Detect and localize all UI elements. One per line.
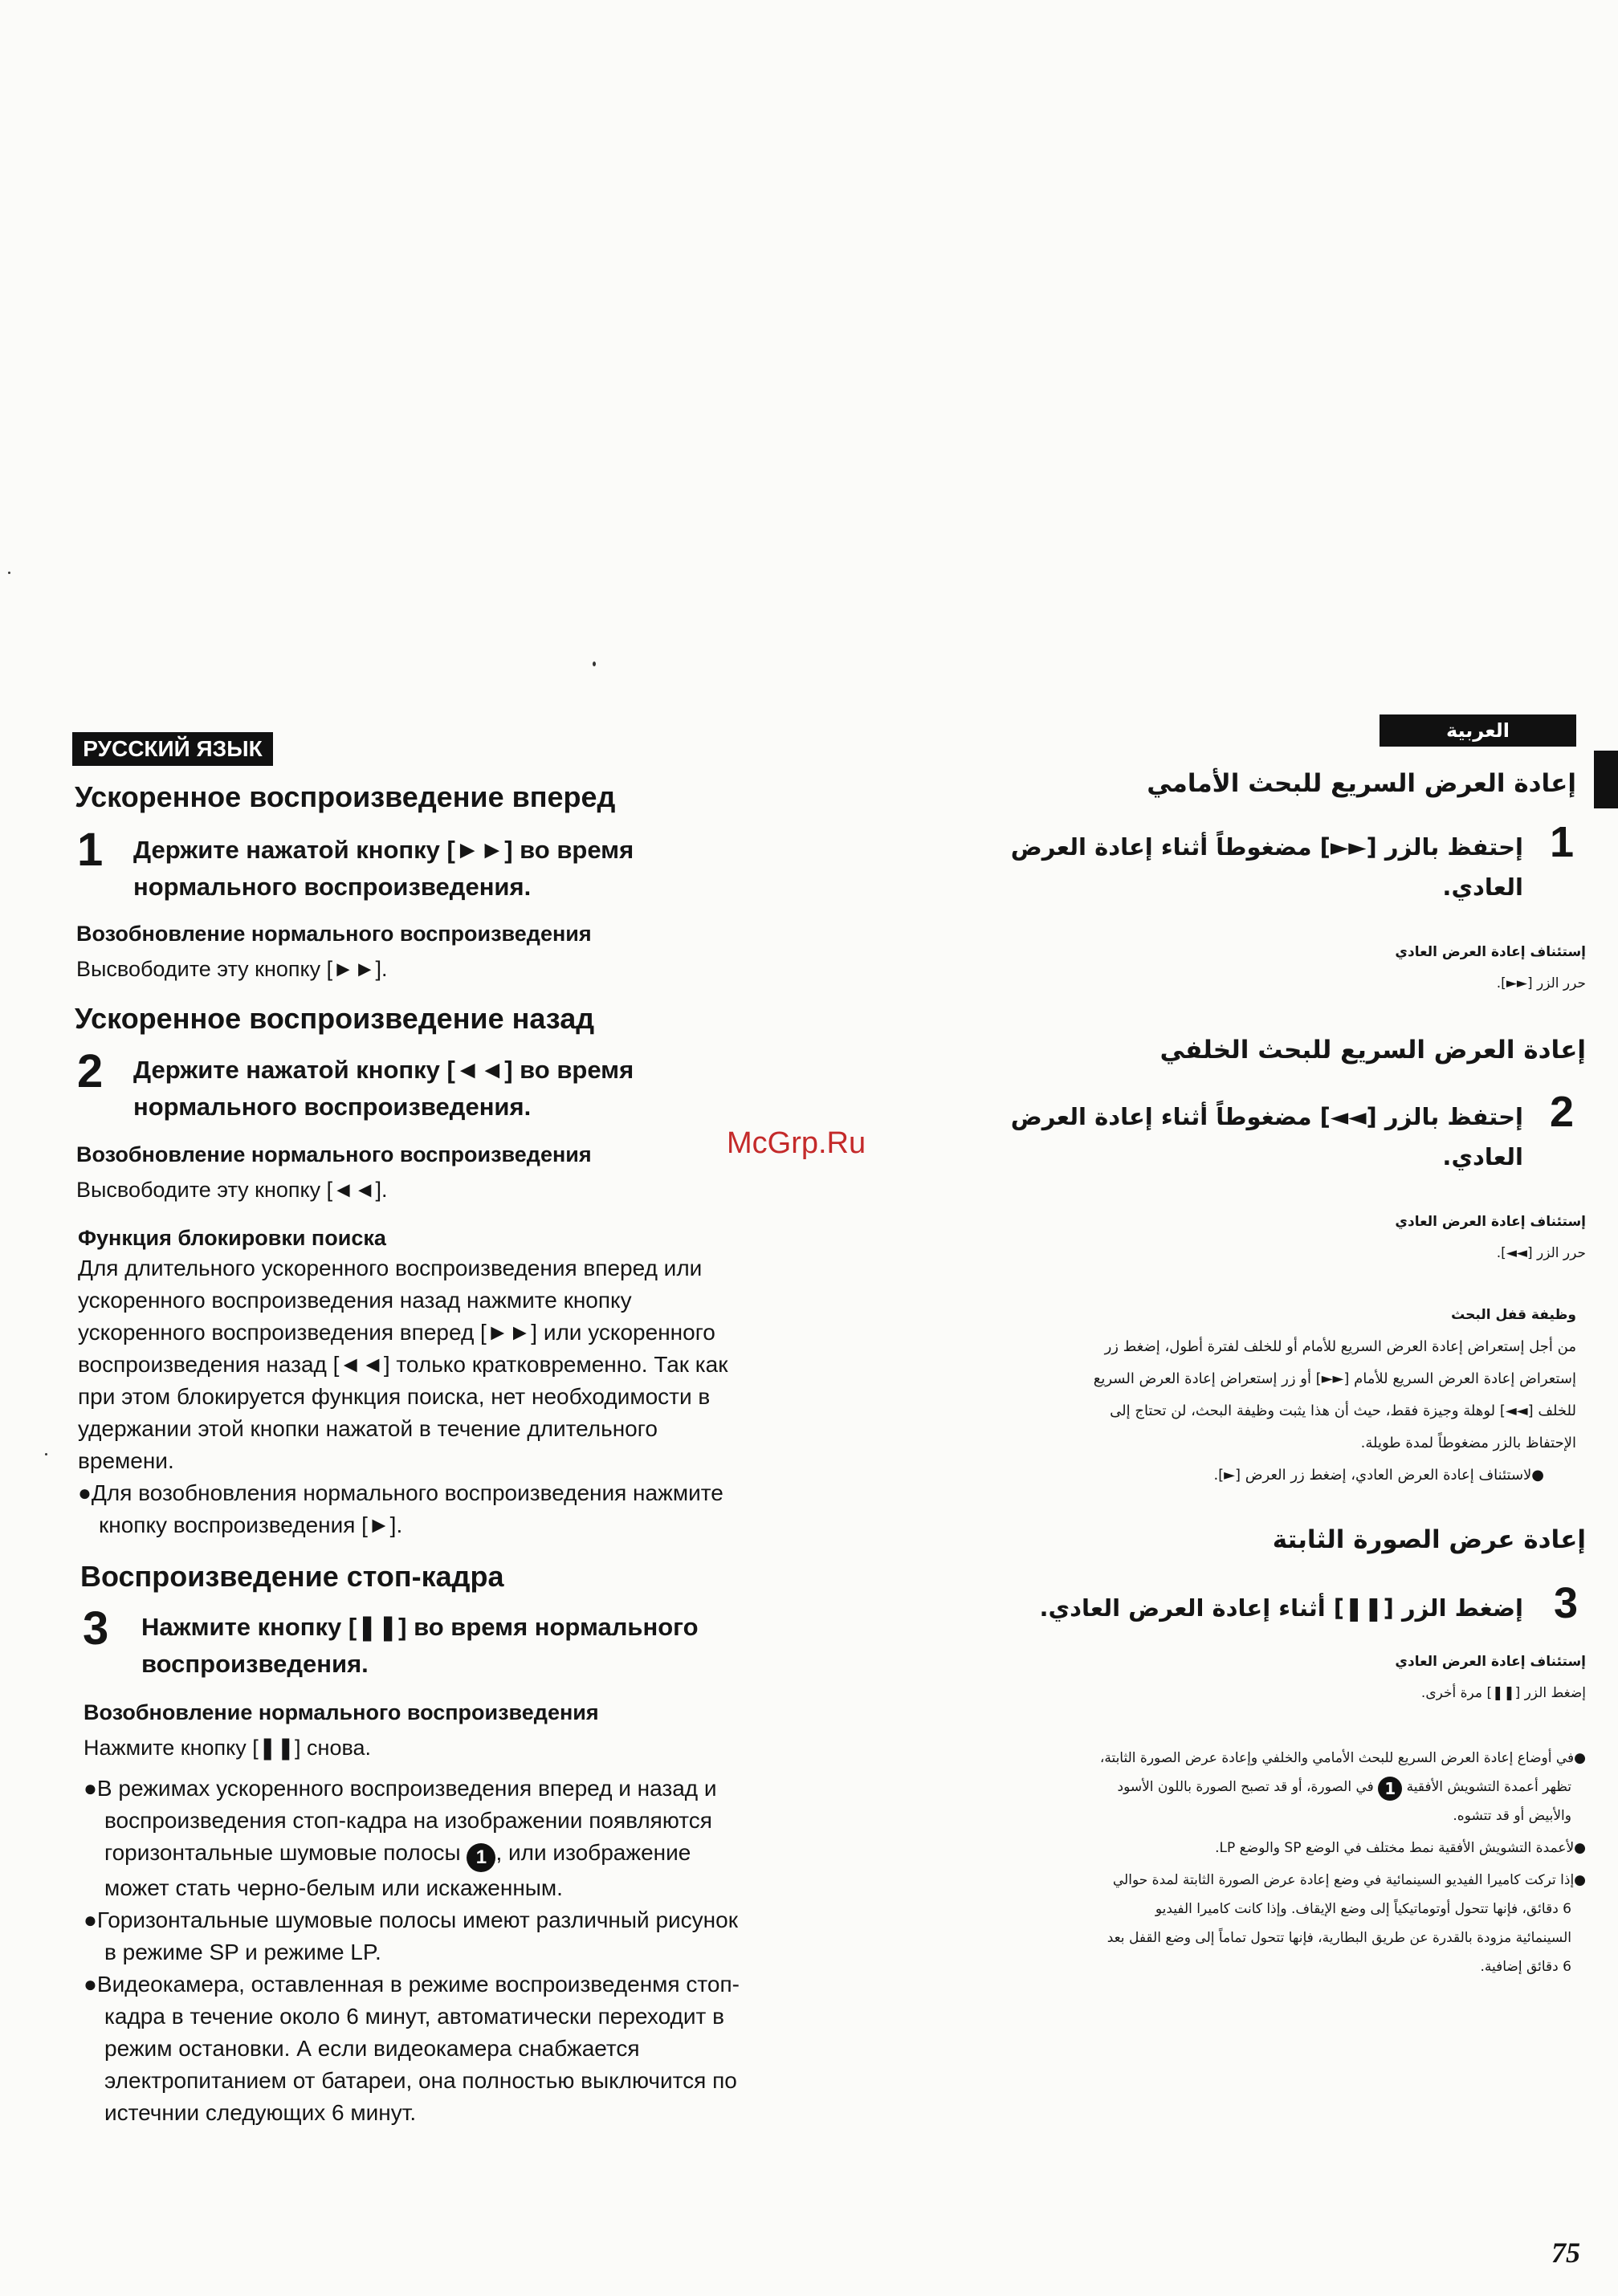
- ru-lock-line: Для длительного ускоренного воспроизведения вперед или: [78, 1256, 703, 1280]
- callout-1-icon: 1: [467, 1843, 495, 1872]
- ru-note-line: ●В режимах ускоренного воспроизведения вперед и назад и: [84, 1776, 717, 1801]
- ru-note-line: может стать черно-белым или искаженным.: [104, 1875, 563, 1900]
- ru-ff-step-number: 1: [77, 824, 104, 876]
- ru-ff-step-line: нормального воспроизведения.: [133, 873, 532, 901]
- ru-rew-step-line: Держите нажатой кнопку [◄◄] во время: [133, 1056, 634, 1084]
- watermark: McGrp.Ru: [727, 1126, 866, 1160]
- callout-1-icon: 1: [1378, 1777, 1402, 1801]
- ar-note-line: ●لأعمدة التشويش الأفقية نمط مختلف في الوضع SP والوضع LP.: [1215, 1840, 1586, 1856]
- ar-still-resume-title: إستئناف إعادة العرض العادي: [1395, 1654, 1586, 1670]
- ar-lock-line: الإحتفاظ بالزر مضغوطاً لمدة طويلة.: [1360, 1435, 1576, 1451]
- ru-note-line: режим остановки. А если видеокамера снабжается: [104, 2036, 640, 2061]
- ar-still-step-text: إضغط الزر [❚❚] أثناء إعادة العرض العادي.: [1039, 1594, 1523, 1622]
- ru-lock-line: при этом блокируется функция поиска, нет необходимости в: [78, 1384, 711, 1409]
- ru-rew-step-line: нормального воспроизведения.: [133, 1093, 532, 1121]
- ar-ff-step-line: العادي.: [1442, 873, 1523, 901]
- ar-lock-line: للخلف [◄◄] لوهلة وجيزة فقط، حيث أن هذا يثبت وظيفة البحث، لن تحتاج إلى: [1110, 1402, 1576, 1419]
- ru-lock-line: ускоренного воспроизведения назад нажмите кнопку: [78, 1288, 632, 1313]
- ru-lock-bullet-line: ●Для возобновления нормального воспроизведения нажмите: [78, 1480, 723, 1505]
- ar-still-resume-text: إضغط الزر [❚❚] مرة أخرى.: [1420, 1685, 1586, 1701]
- ar-note-text: في الصورة، أو قد تصبح الصورة باللون الأسود: [1117, 1779, 1374, 1795]
- ru-search-lock-body: [78, 1252, 727, 1541]
- ar-rew-resume-text: حرر الزر [◄◄].: [1496, 1245, 1586, 1261]
- scan-speck: [8, 572, 10, 574]
- ru-still-resume-title: Возобновление нормального воспроизведения: [84, 1700, 599, 1724]
- ru-rew-step-number: 2: [77, 1045, 104, 1097]
- ru-note-line: ●Горизонтальные шумовые полосы имеют различный рисунок: [84, 1907, 738, 1932]
- page-number: 75: [1551, 2237, 1580, 2269]
- ru-lock-bullet: [78, 1477, 727, 1541]
- scan-speck: [593, 662, 596, 666]
- ar-note-text: تظهر أعمدة التشويش الأفقية: [1406, 1779, 1571, 1795]
- ru-note-line: [84, 1837, 740, 1872]
- ru-note-line: ●Видеокамера, оставленная в режиме воспроизведенмя стоп-: [84, 1972, 740, 1997]
- ar-note-line: 6 دقائق، فإنها تتحول أوتوماتيكياً إلى وضع الإيقاف. وإذا كانت كاميرا الفيديو: [1155, 1901, 1571, 1917]
- ar-ff-step-line: إحتفظ بالزر [►►] مضغوطاً أثناء إعادة العرض: [1010, 833, 1523, 861]
- ru-still-step-number: 3: [83, 1602, 109, 1655]
- ar-rew-step-number: 2: [1550, 1088, 1575, 1136]
- ar-rew-step-line: العادي.: [1442, 1143, 1523, 1170]
- ru-rew-resume-text: Высвободите эту кнопку [◄◄].: [76, 1178, 388, 1202]
- ru-notes: [84, 1773, 740, 2129]
- ru-lock-bullet-line: кнопку воспроизведения [►].: [99, 1512, 403, 1537]
- ar-rew-heading: إعادة العرض السريع للبحث الخلفي: [1159, 1036, 1586, 1065]
- ar-ff-step-number: 1: [1550, 818, 1575, 866]
- ru-note-text: горизонтальные шумовые полосы: [104, 1840, 461, 1865]
- ru-rew-resume-title: Возобновление нормального воспроизведения: [76, 1142, 592, 1166]
- scan-speck: [45, 1453, 47, 1455]
- ar-rew-resume-title: إستئناف إعادة العرض العادي: [1395, 1214, 1586, 1230]
- ru-lock-line: удержании этой кнопки нажатой в течение длительного: [78, 1416, 658, 1441]
- ru-note-line: воспроизведения стоп-кадра на изображении появляются: [104, 1808, 712, 1833]
- ar-lock-line: من أجل إستعراض إعادة العرض السريع للأمام أو للخلف لفترة أطول، إضغط زر: [1104, 1338, 1576, 1355]
- ar-note-line: 6 دقائق إضافية.: [1480, 1959, 1571, 1975]
- ar-ff-heading: إعادة العرض السريع للبحث الأمامي: [1147, 769, 1576, 798]
- ar-rew-step-text: [1011, 1097, 1523, 1177]
- ru-still-step-line: Нажмите кнопку [❚❚] во время нормального: [141, 1613, 699, 1641]
- ar-note-line: والأبيض أو قد تتشوه.: [1453, 1808, 1571, 1824]
- ru-ff-step-text: [133, 832, 634, 906]
- ar-note-line: [1100, 1773, 1586, 1801]
- page-edge-tab: [1594, 751, 1618, 808]
- ru-note-line: электропитанием от батареи, она полностью выключится по: [104, 2068, 737, 2093]
- ru-ff-resume-text: Высвободите эту кнопку [►►].: [76, 957, 388, 981]
- ar-note-line: السينمائية مزودة بالقدرة عن طريق البطارية، فإنها تتحول تماماً إلى وضع القفل بعد: [1107, 1930, 1571, 1946]
- ar-search-lock-body: [1094, 1331, 1576, 1492]
- ru-still-resume-text: Нажмите кнопку [❚❚] снова.: [84, 1736, 372, 1760]
- ar-lock-line: إستعراض إعادة العرض السريع للأمام [►►] أو زر إستعراض إعادة العرض السريع: [1093, 1370, 1576, 1387]
- ru-rew-step-text: [133, 1052, 634, 1126]
- ar-search-lock-title: وظيفة قفل البحث: [1451, 1307, 1576, 1323]
- ar-ff-resume-text: حرر الزر [►►].: [1496, 975, 1586, 991]
- ru-ff-heading: Ускоренное воспроизведение вперед: [75, 780, 616, 813]
- ru-search-lock-title: Функция блокировки поиска: [78, 1226, 386, 1250]
- ar-still-step-number: 3: [1554, 1579, 1579, 1627]
- ru-note-line: истечнии следующих 6 минут.: [104, 2100, 417, 2125]
- ar-note-line: ●إذا تركت كاميرا الفيديو السينمائية في وضع إعادة عرض الصورة الثابتة لمدة حوالي: [1112, 1872, 1586, 1888]
- ru-note-text: , или изображение: [495, 1840, 691, 1865]
- ru-rew-heading: Ускоренное воспроизведение назад: [75, 1002, 595, 1035]
- ar-notes: [1100, 1744, 1586, 1981]
- ru-ff-resume-title: Возобновление нормального воспроизведения: [76, 922, 592, 946]
- ar-lock-bullet: ●لاستئناف إعادة العرض العادي، إضغط زر العرض [►].: [1213, 1467, 1544, 1484]
- ru-still-step-line: воспроизведения.: [141, 1650, 369, 1678]
- ru-still-step-text: [141, 1609, 699, 1683]
- arabic-language-tag: العربية: [1380, 714, 1576, 747]
- ar-ff-resume-title: إستئناف إعادة العرض العادي: [1395, 944, 1586, 960]
- ru-ff-step-line: Держите нажатой кнопку [►►] во время: [133, 836, 634, 864]
- ru-note-line: кадра в течение около 6 минут, автоматически переходит в: [104, 2004, 724, 2029]
- ar-rew-step-line: إحتفظ بالزر [◄◄] مضغوطاً أثناء إعادة العرض: [1010, 1103, 1523, 1130]
- ru-note-line: в режиме SP и режиме LP.: [104, 1940, 381, 1964]
- ru-lock-line: воспроизведения назад [◄◄] только кратковременно. Так как: [78, 1352, 728, 1377]
- ru-still-heading: Воспроизведение стоп-кадра: [80, 1560, 504, 1593]
- ar-ff-step-text: [1011, 827, 1523, 907]
- ru-lock-line: ускоренного воспроизведения вперед [►►] или ускоренного: [78, 1320, 715, 1345]
- ru-lock-line: времени.: [78, 1448, 174, 1473]
- ar-note-line: ●في أوضاع إعادة العرض السريع للبحث الأمامي والخلفي وإعادة عرض الصورة الثابتة،: [1099, 1750, 1586, 1766]
- ar-still-heading: إعادة عرض الصورة الثابتة: [1272, 1525, 1586, 1554]
- russian-language-tag: РУССКИЙ ЯЗЫК: [72, 732, 273, 766]
